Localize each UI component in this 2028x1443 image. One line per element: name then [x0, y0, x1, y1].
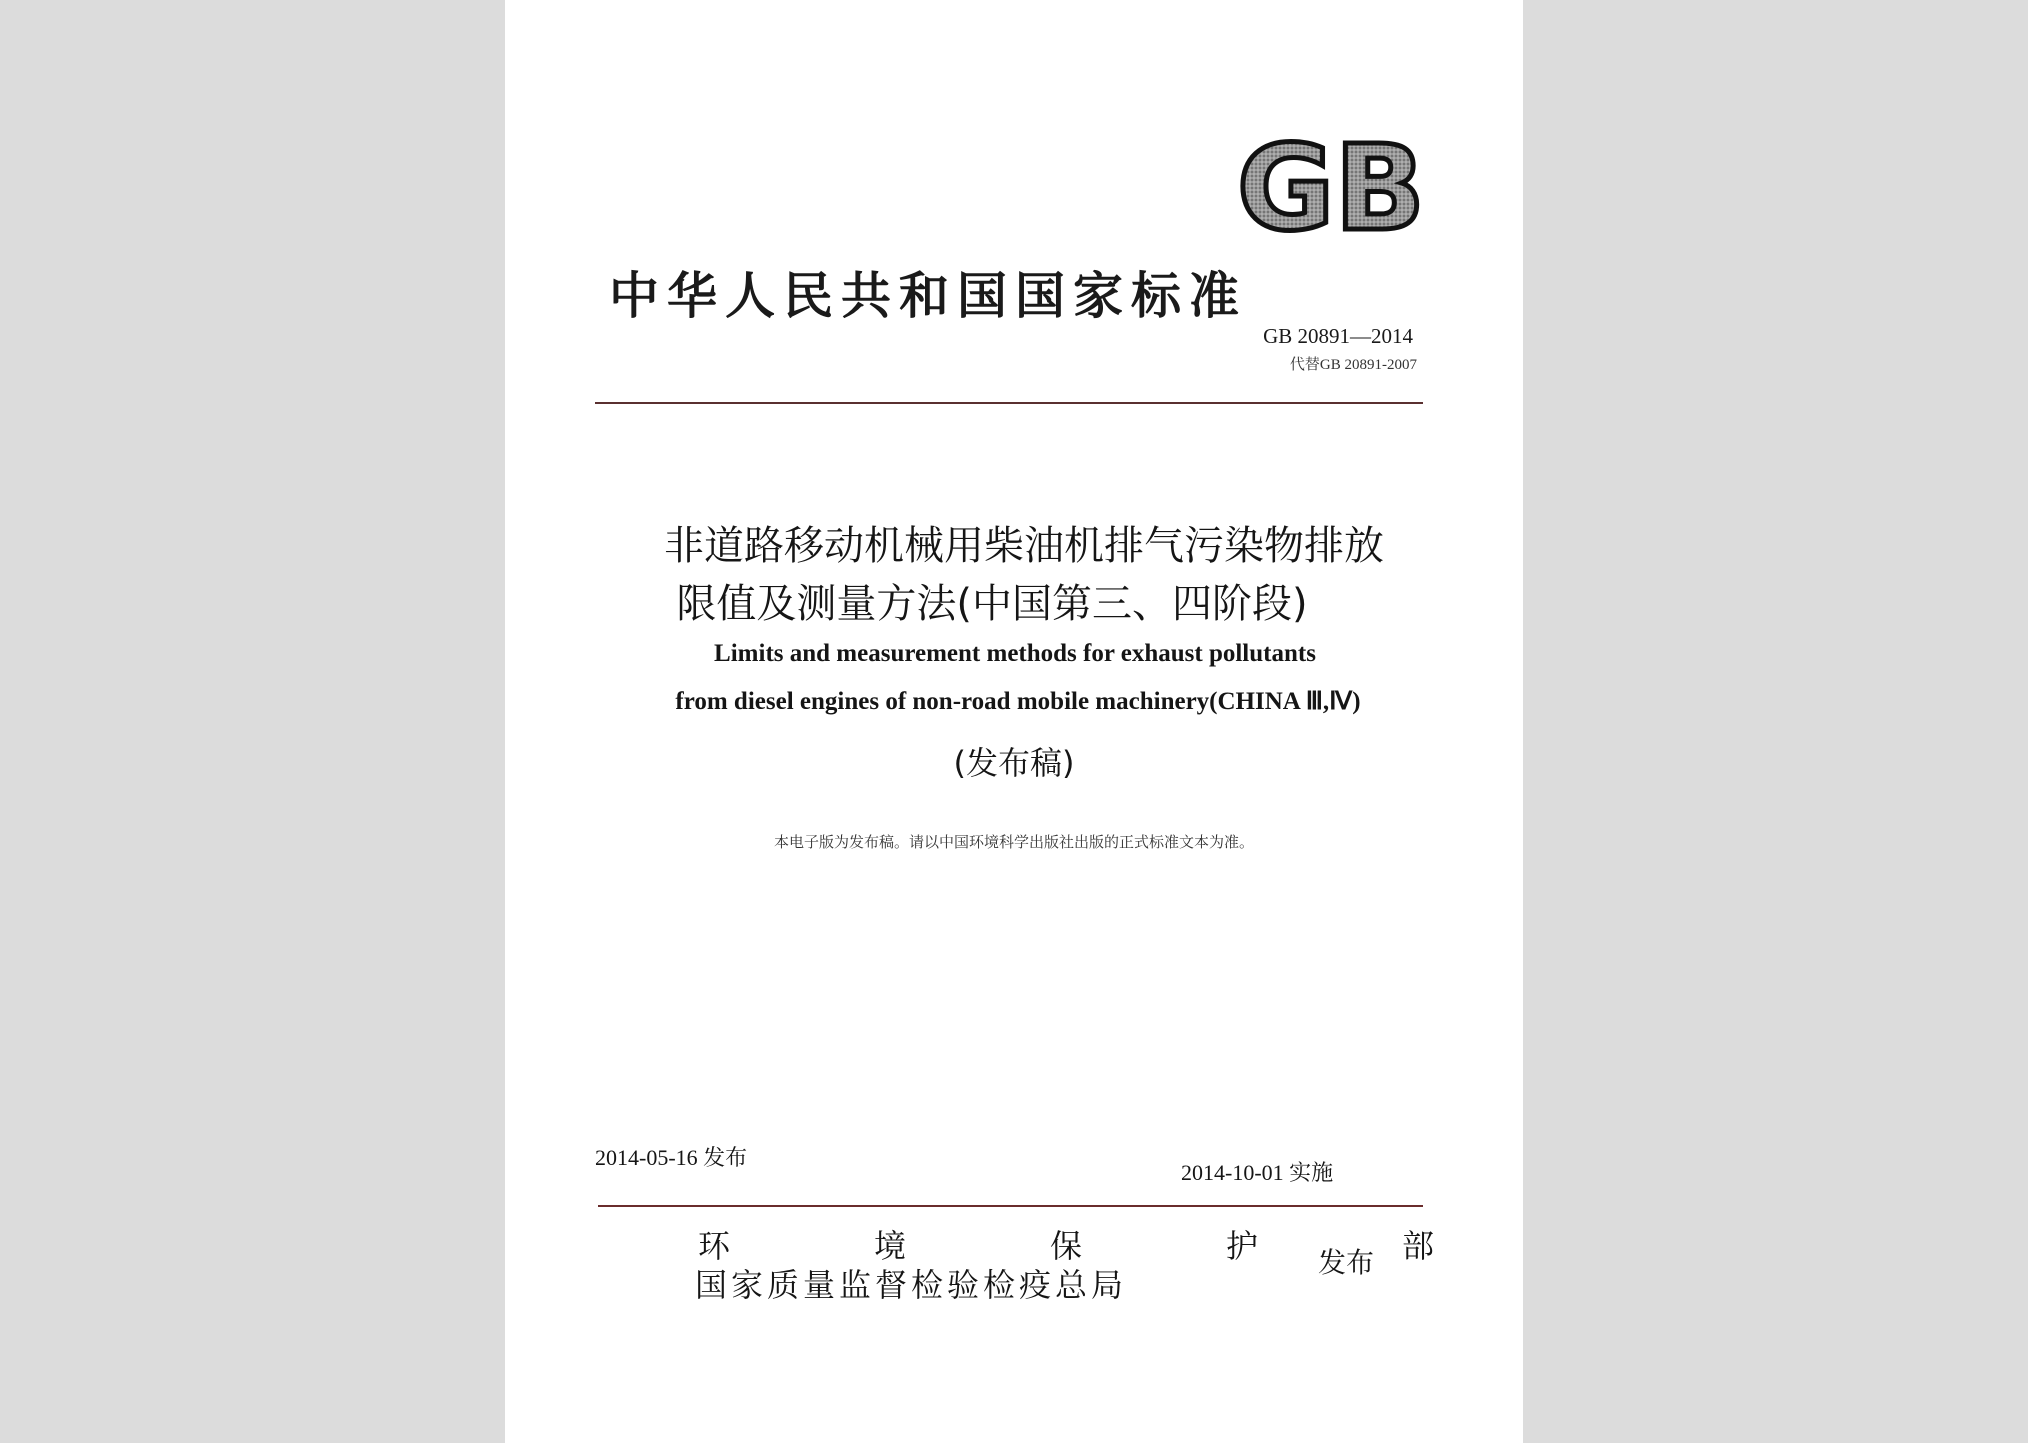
- issuer-char: 境: [873, 1227, 906, 1265]
- top-divider: [595, 402, 1423, 404]
- issue-date: 2014-05-16 发布: [595, 1145, 748, 1170]
- title-en-line2: from diesel engines of non-road mobile machinery(CHINA Ⅲ,Ⅳ): [675, 688, 1361, 715]
- document-page: [505, 0, 1523, 1443]
- issued-label: 发布: [1318, 1246, 1375, 1279]
- issuer-char: 保: [1049, 1227, 1082, 1265]
- gb-logo-text: GB: [1237, 135, 1425, 239]
- gb-logo: [1235, 135, 1429, 239]
- title-cn-line1: 非道路移动机械用柴油机排气污染物排放: [664, 523, 1384, 569]
- draft-status: (发布稿): [953, 744, 1075, 782]
- edition-note: 本电子版为发布稿。请以中国环境科学出版社出版的正式标准文本为准。: [773, 833, 1254, 851]
- issuer-char: 部: [1401, 1227, 1434, 1265]
- issuer-aqsiq: 国家质量监督检验检疫总局: [695, 1266, 1128, 1304]
- standard-type-heading: 中华人民共和国国家标准: [609, 267, 1247, 325]
- title-en-line1: Limits and measurement methods for exhaust pollutants: [714, 640, 1316, 667]
- title-cn-line2: 限值及测量方法(中国第三、四阶段): [676, 581, 1308, 627]
- standard-number: GB 20891—2014: [1263, 324, 1413, 348]
- bottom-divider: [598, 1205, 1423, 1207]
- issuer-char: 环: [698, 1227, 731, 1265]
- issuer-char: 护: [1225, 1227, 1258, 1265]
- replaces-standard: 代替GB 20891-2007: [1289, 357, 1417, 373]
- implementation-date: 2014-10-01 实施: [1181, 1160, 1334, 1185]
